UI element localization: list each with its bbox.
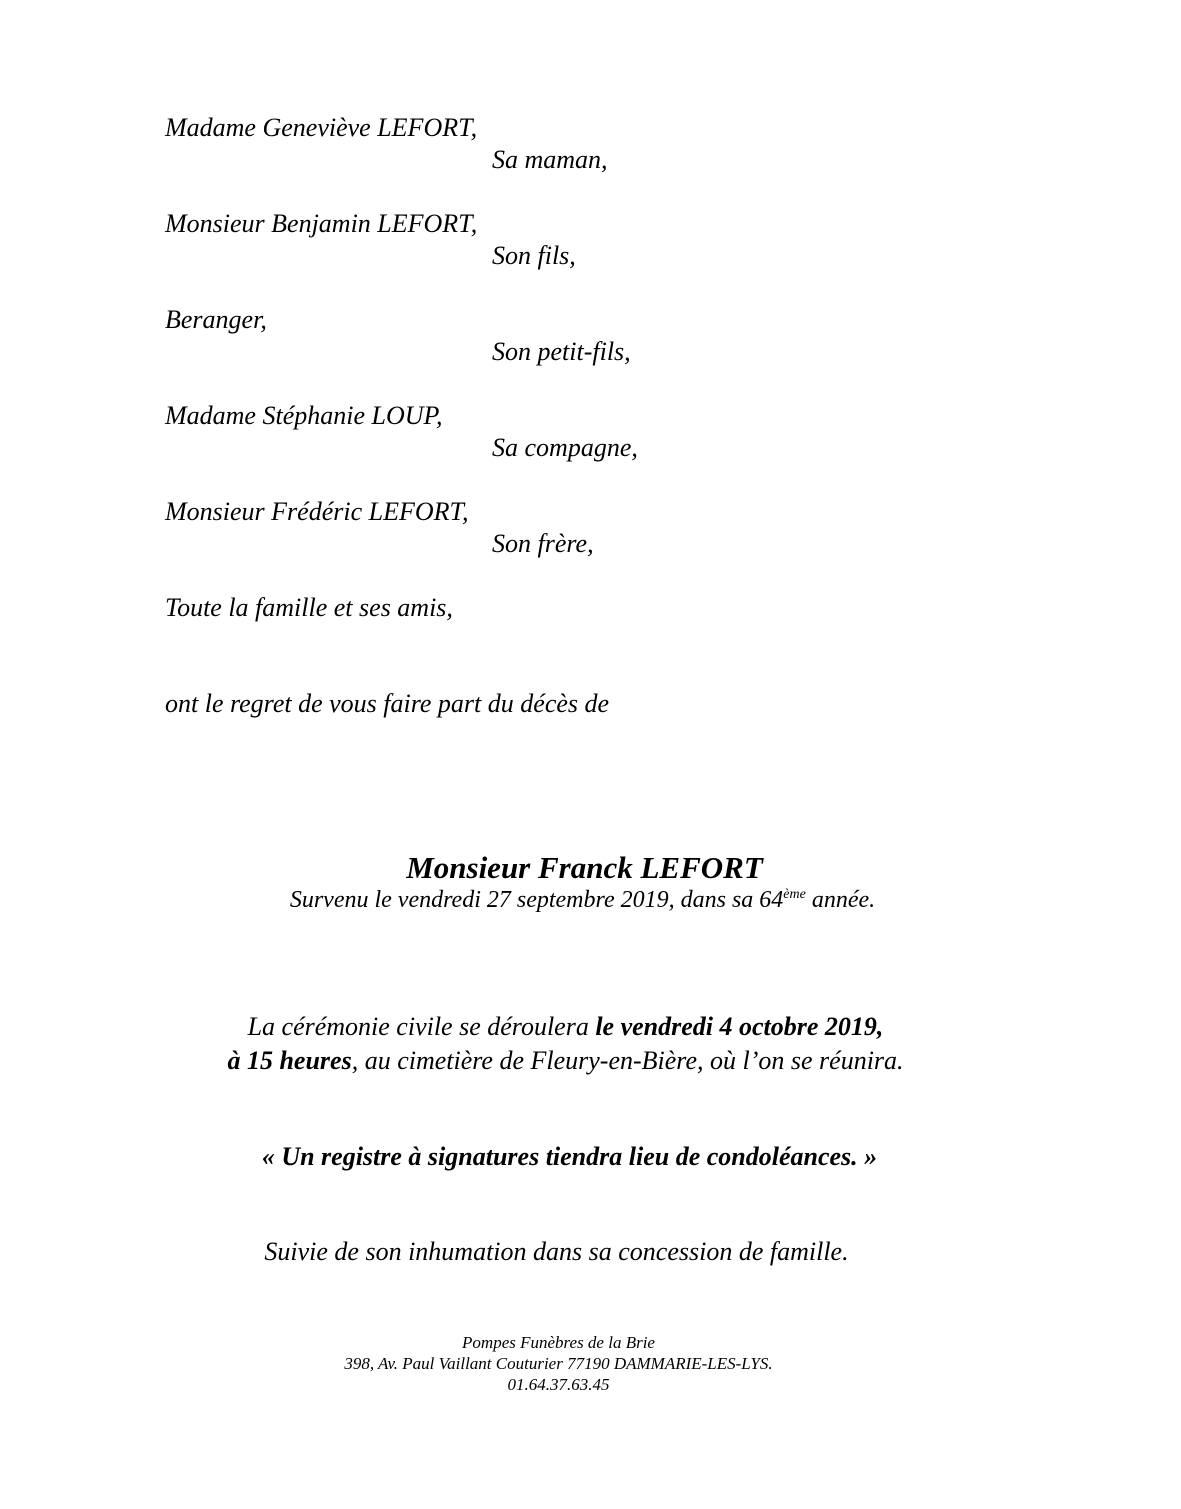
- funeral-home-address: 398, Av. Paul Vaillant Couturier 77190 DAMMARIE-LES-LYS.: [344, 1354, 773, 1373]
- condolence-register-note: « Un registre à signatures tiendra lieu de condoléances. »: [261, 1142, 878, 1171]
- family-member-role: Son petit-fils,: [492, 337, 631, 366]
- ceremony-line-1-text: La cérémonie civile se déroulera: [247, 1012, 596, 1041]
- funeral-home-phone: 01.64.37.63.45: [507, 1375, 610, 1394]
- family-member: [165, 496, 1065, 592]
- ceremony-line-2: [0, 1044, 1156, 1078]
- family-member-name: Toute la famille et ses amis,: [165, 593, 453, 622]
- family-member-name: Madame Stéphanie LOUP,: [165, 401, 443, 430]
- family-member-name: Beranger,: [165, 305, 267, 334]
- family-member-role: Son fils,: [492, 241, 576, 270]
- family-list: [165, 112, 1065, 688]
- family-member: [165, 400, 1065, 496]
- family-member-name: Monsieur Benjamin LEFORT,: [165, 209, 478, 238]
- funeral-home-footer: [0, 1332, 1149, 1395]
- burial-note: Suivie de son inhumation dans sa concession de famille.: [264, 1237, 849, 1266]
- ceremony-location: , au cimetière de Fleury-en-Bière, où l’on se réunira.: [351, 1046, 904, 1075]
- ceremony-time: à 15 heures: [227, 1046, 352, 1075]
- ceremony-details: [0, 1010, 1156, 1078]
- deceased-info-superscript: ème: [783, 887, 806, 902]
- family-member: [165, 112, 1065, 208]
- deceased-name: Monsieur Franck LEFORT: [406, 850, 763, 885]
- deceased-info-text: Survenu le vendredi 27 septembre 2019, dans sa 64: [289, 887, 784, 913]
- deceased-info: [0, 884, 1173, 916]
- family-member-role: Sa compagne,: [492, 433, 638, 462]
- ceremony-line-1: [0, 1010, 1156, 1044]
- family-member-role: Son frère,: [492, 529, 594, 558]
- family-member-name: Monsieur Frédéric LEFORT,: [165, 497, 469, 526]
- family-member-role: Sa maman,: [492, 145, 608, 174]
- funeral-home-name: Pompes Funèbres de la Brie: [462, 1333, 655, 1352]
- deceased-info-suffix: année.: [805, 887, 876, 913]
- ceremony-date: le vendredi 4 octobre 2019,: [595, 1012, 884, 1041]
- family-member: [165, 208, 1065, 304]
- announcement-text: ont le regret de vous faire part du décès de: [165, 689, 610, 718]
- family-member: [165, 304, 1065, 400]
- family-member: [165, 592, 1065, 688]
- family-member-name: Madame Geneviève LEFORT,: [165, 113, 478, 142]
